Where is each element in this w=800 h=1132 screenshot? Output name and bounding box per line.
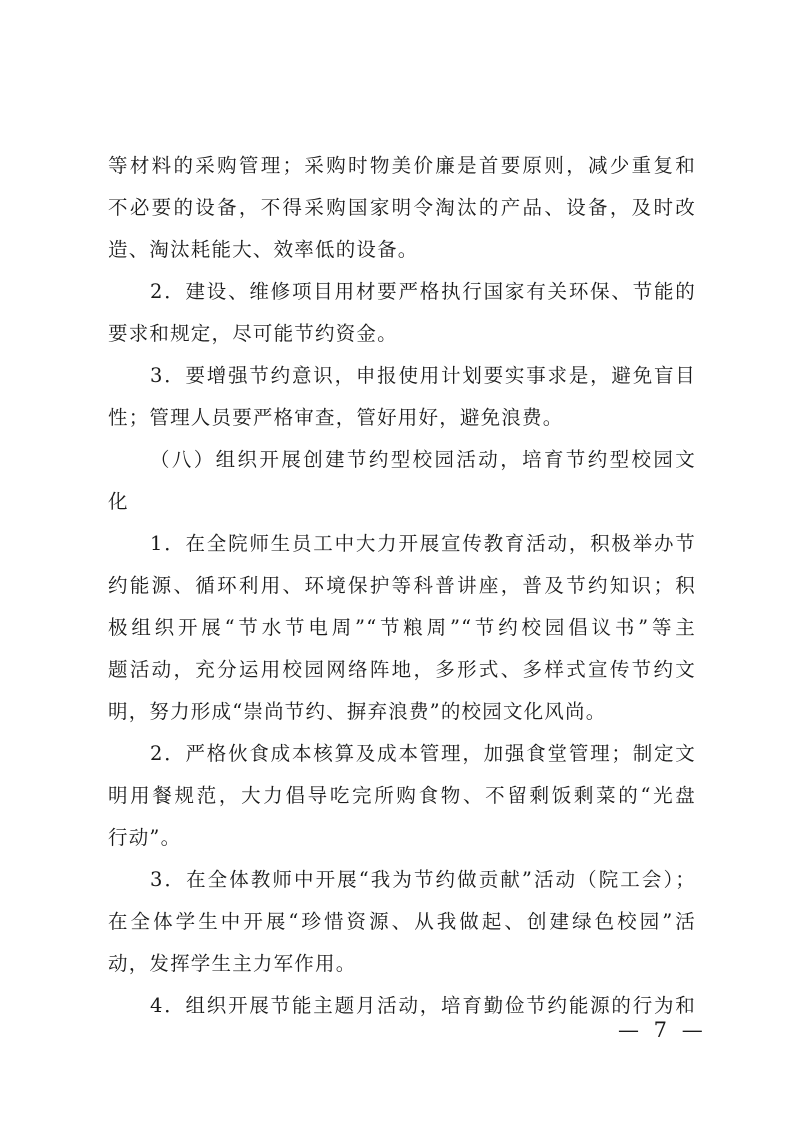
text-line: 约能源、循环利用、环境保护等科普讲座，普及节约知识；积: [108, 574, 696, 597]
text-line: 要求和规定，尽可能节约资金。: [108, 322, 398, 345]
text-line: 1．在全院师生员工中大力开展宣传教育活动，积极举办节: [150, 532, 696, 555]
section-heading-continued: 化: [108, 490, 129, 513]
text-line: 等材料的采购管理；采购时物美价廉是首要原则，减少重复和: [108, 154, 696, 177]
text-line: 行动”。: [108, 826, 182, 849]
text-line: 题活动，充分运用校园网络阵地，多形式、多样式宣传节约文: [108, 658, 696, 681]
section-heading: （八）组织开展创建节约型校园活动，培育节约型校园文: [150, 448, 696, 471]
text-line: 3．要增强节约意识，申报使用计划要实事求是，避免盲目: [150, 364, 696, 387]
text-line: 动，发挥学生主力军作用。: [108, 952, 357, 975]
text-line: 明，努力形成“崇尚节约、摒弃浪费”的校园文化风尚。: [108, 700, 607, 723]
text-line: 不必要的设备，不得采购国家明令淘汰的产品、设备，及时改: [108, 196, 696, 219]
text-line: 造、淘汰耗能大、效率低的设备。: [108, 238, 419, 261]
text-line: 明用餐规范，大力倡导吃完所购食物、不留剩饭剩菜的“光盘: [108, 784, 696, 807]
text-line: 在全体学生中开展“珍惜资源、从我做起、创建绿色校园”活: [108, 910, 696, 933]
text-line: 3．在全体教师中开展“我为节约做贡献”活动（院工会）；: [150, 868, 696, 891]
page-number: — 7 —: [618, 1018, 707, 1042]
text-line: 极组织开展“节水节电周”“节粮周”“节约校园倡议书”等主: [108, 616, 696, 639]
text-line: 性；管理人员要严格审查，管好用好，避免浪费。: [108, 406, 564, 429]
text-line: 2．严格伙食成本核算及成本管理，加强食堂管理；制定文: [150, 742, 696, 765]
text-line: 4．组织开展节能主题月活动，培育勤俭节约能源的行为和: [150, 994, 696, 1017]
text-line: 2．建设、维修项目用材要严格执行国家有关环保、节能的: [150, 280, 696, 303]
